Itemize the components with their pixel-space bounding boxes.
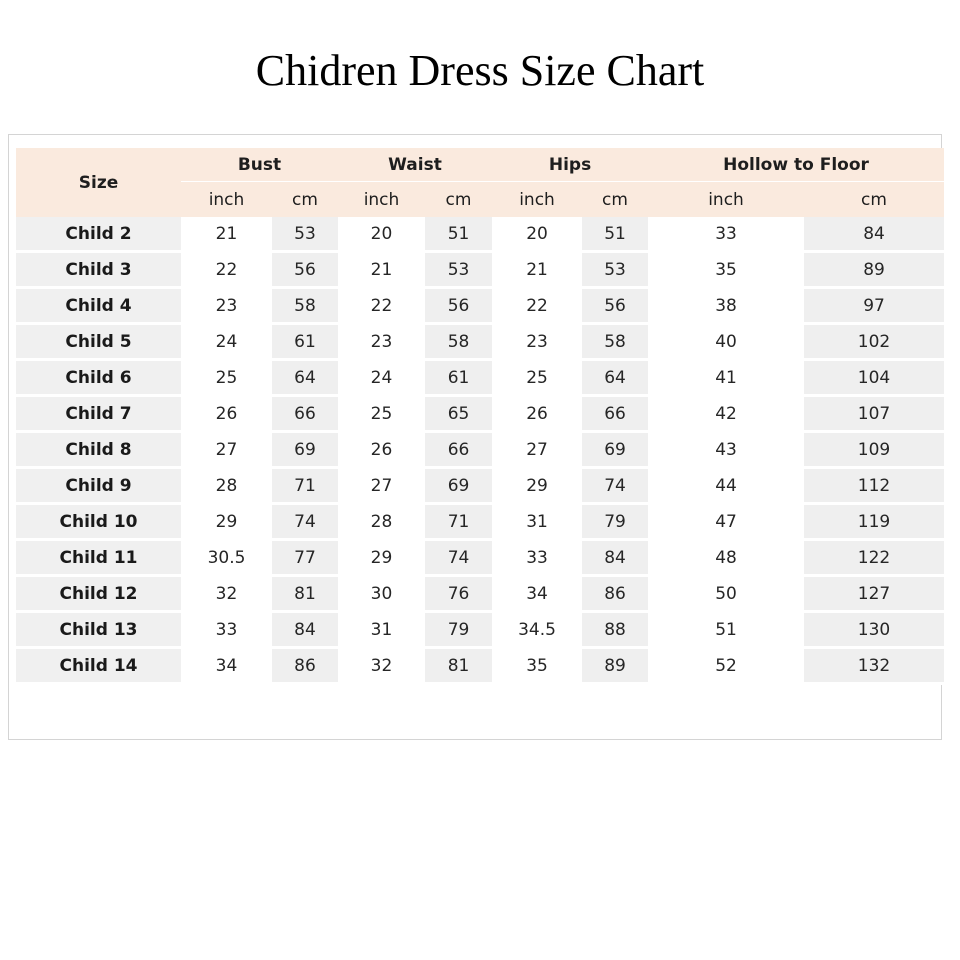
waist-header: Waist — [338, 148, 492, 181]
size-label: Child 7 — [16, 397, 181, 433]
page-title: Chidren Dress Size Chart — [255, 46, 705, 95]
table-cell: 24 — [181, 325, 272, 361]
table-cell: 25 — [338, 397, 425, 433]
table-cell: 31 — [338, 613, 425, 649]
table-cell: 26 — [492, 397, 582, 433]
table-cell: 47 — [648, 505, 804, 541]
size-label: Child 13 — [16, 613, 181, 649]
size-label: Child 4 — [16, 289, 181, 325]
table-cell: 66 — [272, 397, 338, 433]
table-cell: 29 — [181, 505, 272, 541]
table-cell: 33 — [492, 541, 582, 577]
unit-header: cm — [804, 181, 944, 217]
table-cell: 26 — [181, 397, 272, 433]
table-cell: 50 — [648, 577, 804, 613]
table-cell: 32 — [338, 649, 425, 685]
table-cell: 127 — [804, 577, 944, 613]
table-cell: 34 — [492, 577, 582, 613]
table-cell: 51 — [648, 613, 804, 649]
table-cell: 77 — [272, 541, 338, 577]
unit-header: inch — [338, 181, 425, 217]
table-cell: 71 — [272, 469, 338, 505]
table-cell: 27 — [492, 433, 582, 469]
table-cell: 58 — [425, 325, 492, 361]
size-label: Child 8 — [16, 433, 181, 469]
table-row — [16, 613, 944, 649]
table-cell: 30.5 — [181, 541, 272, 577]
table-cell: 79 — [582, 505, 648, 541]
table-cell: 27 — [181, 433, 272, 469]
hips-header: Hips — [492, 148, 648, 181]
table-cell: 76 — [425, 577, 492, 613]
table-row — [16, 253, 944, 289]
table-cell: 130 — [804, 613, 944, 649]
table-row — [16, 433, 944, 469]
table-cell: 21 — [492, 253, 582, 289]
table-cell: 52 — [648, 649, 804, 685]
size-label: Child 2 — [16, 217, 181, 253]
table-cell: 119 — [804, 505, 944, 541]
table-cell: 25 — [181, 361, 272, 397]
size-label: Child 9 — [16, 469, 181, 505]
table-cell: 32 — [181, 577, 272, 613]
table-cell: 88 — [582, 613, 648, 649]
header-row-groups — [16, 148, 944, 181]
table-cell: 23 — [338, 325, 425, 361]
table-cell: 43 — [648, 433, 804, 469]
table-cell: 33 — [648, 217, 804, 253]
table-cell: 38 — [648, 289, 804, 325]
table-cell: 20 — [338, 217, 425, 253]
size-column-header: Size — [16, 148, 181, 217]
table-cell: 74 — [582, 469, 648, 505]
table-row — [16, 577, 944, 613]
table-cell: 34.5 — [492, 613, 582, 649]
table-cell: 97 — [804, 289, 944, 325]
unit-header: cm — [272, 181, 338, 217]
table-cell: 28 — [338, 505, 425, 541]
table-cell: 84 — [804, 217, 944, 253]
table-cell: 44 — [648, 469, 804, 505]
table-cell: 71 — [425, 505, 492, 541]
bust-header: Bust — [181, 148, 338, 181]
table-cell: 56 — [582, 289, 648, 325]
table-cell: 74 — [425, 541, 492, 577]
table-cell: 29 — [492, 469, 582, 505]
table-cell: 25 — [492, 361, 582, 397]
table-cell: 109 — [804, 433, 944, 469]
size-label: Child 14 — [16, 649, 181, 685]
table-cell: 61 — [425, 361, 492, 397]
table-cell: 22 — [338, 289, 425, 325]
size-chart-table — [16, 148, 944, 685]
table-cell: 102 — [804, 325, 944, 361]
table-cell: 23 — [492, 325, 582, 361]
table-cell: 104 — [804, 361, 944, 397]
table-cell: 21 — [181, 217, 272, 253]
table-cell: 42 — [648, 397, 804, 433]
table-cell: 84 — [582, 541, 648, 577]
table-cell: 30 — [338, 577, 425, 613]
table-cell: 112 — [804, 469, 944, 505]
size-label: Child 10 — [16, 505, 181, 541]
table-row — [16, 361, 944, 397]
table-cell: 33 — [181, 613, 272, 649]
table-cell: 41 — [648, 361, 804, 397]
table-cell: 65 — [425, 397, 492, 433]
table-cell: 23 — [181, 289, 272, 325]
unit-header: inch — [648, 181, 804, 217]
unit-header: inch — [181, 181, 272, 217]
table-cell: 66 — [425, 433, 492, 469]
table-row — [16, 541, 944, 577]
table-cell: 132 — [804, 649, 944, 685]
table-row — [16, 469, 944, 505]
table-cell: 22 — [181, 253, 272, 289]
table-cell: 21 — [338, 253, 425, 289]
size-label: Child 5 — [16, 325, 181, 361]
table-cell: 51 — [582, 217, 648, 253]
table-cell: 22 — [492, 289, 582, 325]
table-cell: 26 — [338, 433, 425, 469]
table-cell: 64 — [582, 361, 648, 397]
table-cell: 122 — [804, 541, 944, 577]
table-cell: 31 — [492, 505, 582, 541]
table-cell: 53 — [425, 253, 492, 289]
table-cell: 84 — [272, 613, 338, 649]
table-cell: 69 — [582, 433, 648, 469]
table-cell: 35 — [492, 649, 582, 685]
table-cell: 56 — [425, 289, 492, 325]
table-cell: 89 — [582, 649, 648, 685]
table-cell: 53 — [582, 253, 648, 289]
table-cell: 89 — [804, 253, 944, 289]
table-cell: 24 — [338, 361, 425, 397]
table-cell: 51 — [425, 217, 492, 253]
table-cell: 40 — [648, 325, 804, 361]
table-cell: 81 — [272, 577, 338, 613]
table-cell: 48 — [648, 541, 804, 577]
table-cell: 74 — [272, 505, 338, 541]
table-cell: 27 — [338, 469, 425, 505]
unit-header: cm — [425, 181, 492, 217]
table-cell: 81 — [425, 649, 492, 685]
size-label: Child 3 — [16, 253, 181, 289]
table-cell: 86 — [582, 577, 648, 613]
table-row — [16, 397, 944, 433]
table-cell: 58 — [582, 325, 648, 361]
size-label: Child 6 — [16, 361, 181, 397]
table-row — [16, 217, 944, 253]
table-cell: 107 — [804, 397, 944, 433]
table-cell: 35 — [648, 253, 804, 289]
table-cell: 56 — [272, 253, 338, 289]
table-row — [16, 505, 944, 541]
table-row — [16, 289, 944, 325]
table-body — [16, 217, 944, 685]
table-cell: 66 — [582, 397, 648, 433]
table-cell: 20 — [492, 217, 582, 253]
table-row — [16, 649, 944, 685]
size-label: Child 12 — [16, 577, 181, 613]
table-row — [16, 325, 944, 361]
table-cell: 34 — [181, 649, 272, 685]
table-cell: 58 — [272, 289, 338, 325]
table-cell: 28 — [181, 469, 272, 505]
table-cell: 69 — [272, 433, 338, 469]
table-cell: 69 — [425, 469, 492, 505]
table-cell: 29 — [338, 541, 425, 577]
table-cell: 53 — [272, 217, 338, 253]
table-cell: 86 — [272, 649, 338, 685]
table-cell: 79 — [425, 613, 492, 649]
size-label: Child 11 — [16, 541, 181, 577]
table-cell: 64 — [272, 361, 338, 397]
unit-header: cm — [582, 181, 648, 217]
table-cell: 61 — [272, 325, 338, 361]
hollow-to-floor-header: Hollow to Floor — [648, 148, 944, 181]
unit-header: inch — [492, 181, 582, 217]
